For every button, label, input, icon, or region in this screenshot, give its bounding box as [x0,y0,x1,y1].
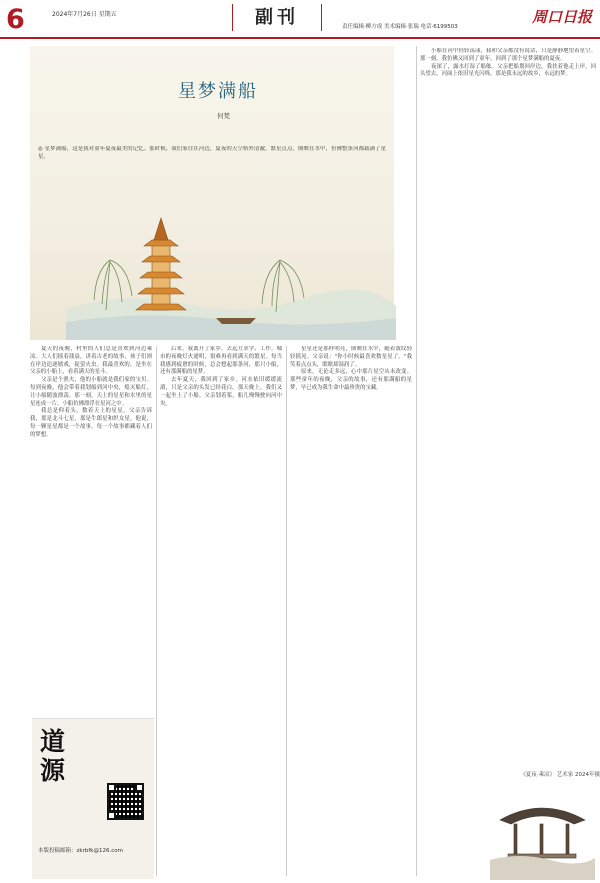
article-paragraph: 我总是仰着头，数着天上的星星。父亲告诉我，那是北斗七星，那是牛郎星和织女星。他说，每一颗星星都是一个故事，每一个故事都藏着人们的梦想。 [30,408,152,438]
column-name-char: 道 [40,727,66,756]
page-number: 6 [6,4,25,35]
article-column-3 [290,346,412,876]
newspaper-logo: 周口日报 [532,8,593,26]
image-caption: 《夏夜·乘凉》 艺术家 2024年摄 [520,772,600,778]
boat-icon [216,318,256,324]
column-name-char: 源 [40,756,66,785]
lead-paragraph: ◎ 星梦满船，这是我对童年夏夜最美的记忆。那时候，我们家住在河边，夏夜的天空格外清澈，繁星点点，倒映在水中，仿佛整条河都载满了星星。 [38,146,386,160]
article-paragraph: 后来，我离开了家乡，去远方求学、工作。城市的夜晚灯火通明，很难再看到满天的繁星。每当我感到疲惫的时候，总会想起那条河，那只小船，还有那满船的星梦。 [160,346,282,376]
column-logo-box [32,718,154,879]
column-divider [156,346,157,876]
pavilion-illustration [490,790,595,880]
pagoda-illustration [66,200,396,340]
header-rule [0,37,600,39]
editor-credits: 责任编辑·柳方成 美术编辑·张瑞 电话·6199503 [342,24,458,30]
article-column-4 [420,48,596,766]
pagoda-icon [136,218,186,310]
article-paragraph: 父亲是个渔夫，他的小船就是我们家的宝贝。每到夜晚，他会带着我划船到河中央，熄灭船灯，让小船随波漂荡。那一刻，天上的星星和水里的星星连成一片，小船仿佛漂浮在星河之中。 [30,377,152,407]
column-divider [286,346,287,876]
column-name [40,727,80,785]
page-header [0,0,600,38]
article-paragraph: 夜深了，露水打湿了船舷。父亲把船划回岸边，我扶着他走上岸。回头望去，河面上依旧星光闪烁，那是我永远的故乡，永远的梦。 [420,63,596,78]
article-paragraph: 夏天的夜晚，村里的人们总是喜欢到河边乘凉。大人们摇着蒲扇，讲着古老的故事，孩子们则在岸边追逐嬉戏，捉萤火虫。我最喜欢的，是坐在父亲的小船上，看着满天的星斗。 [30,346,152,376]
article-lead [38,146,386,190]
article-column-1 [30,346,152,716]
issue-date: 2024年7月26日 星期五 [52,11,117,18]
article-paragraph: 原来，无论走多远，心中那片星空从未改变。那些童年的夜晚，父亲的故事，还有那满船的星梦，早已成为我生命中最珍贵的宝藏。 [290,369,412,391]
article-title: 星梦满船 [178,81,258,102]
section-title: 副刊 [232,4,322,31]
article-author: 何梵 [217,112,230,120]
qr-code-icon[interactable] [107,783,144,820]
article-paragraph: 小船在河中轻轻荡漾，我和父亲都没有说话，只是静静地望着星空。那一刻，我仿佛又回到了童年，回到了那个星梦满船的夏夜。 [420,48,596,62]
article-paragraph: 星星还是那样明亮，倒映在水中，随着波纹轻轻摇晃。父亲说："你小时候最喜欢数星星了。"我笑着点点头，眼眶却湿润了。 [290,346,412,368]
article-paragraph: 去年夏天，我回到了家乡。河水依旧缓缓流淌，只是父亲的头发已经花白。那天晚上，我们又一起坐上了小船。父亲划着桨，船儿慢慢驶向河中央。 [160,377,282,407]
pavilion-icon [500,808,585,858]
submission-email: 本版投稿邮箱：zkrbfk@126.com [38,848,123,854]
column-divider [416,46,417,876]
article-column-2 [160,346,282,876]
